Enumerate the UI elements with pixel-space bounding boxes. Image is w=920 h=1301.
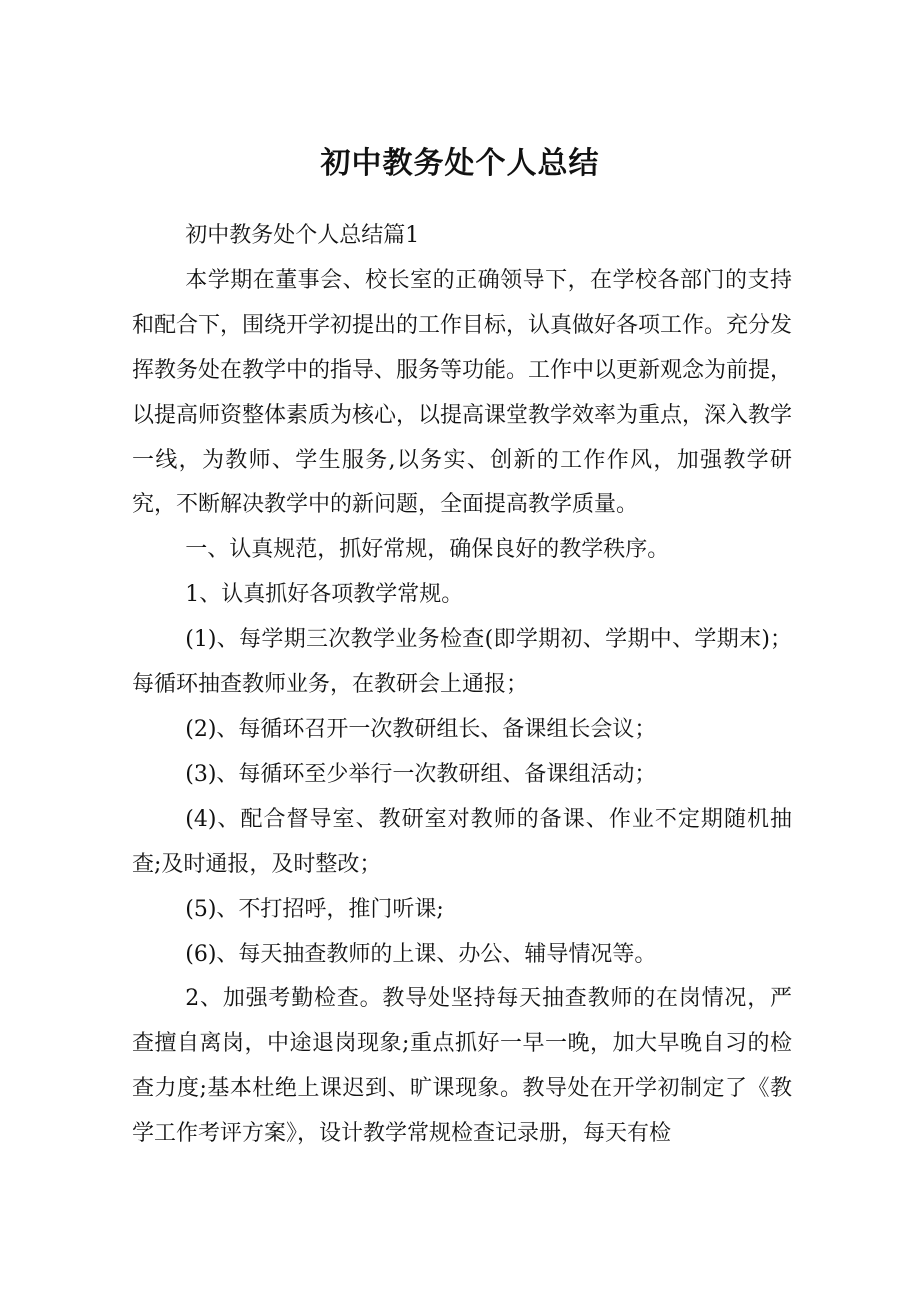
paragraph-subitem-3: (3)、每循环至少举行一次教研组、备课组活动；: [185, 761, 657, 787]
section-heading: 初中教务处个人总结篇1: [185, 223, 420, 248]
paragraph-subitem-2: (2)、每循环召开一次教研组长、备课组长会议；: [185, 716, 657, 742]
paragraph-subitem-6: (6)、每天抽查教师的上课、办公、辅导情况等。: [185, 941, 657, 967]
document-body: [132, 214, 792, 1157]
paragraph-intro: 本学期在董事会、校长室的正确领导下，在学校各部门的支持和配合下，围绕开学初提出的工作目标，认真做好各项工作。充分发挥教务处在教学中的指导、服务等功能。工作中以更新观念为前提，以提高师资整体素质为核心，以提高课堂教学效率为重点，深入教学一线，为教师、学生服务,以务实、创新的工作作风，加强教学研究，不断解决教学中的新问题，全面提高教学质量。: [132, 267, 793, 518]
paragraph-part-one-heading: 一、认真规范，抓好常规，确保良好的教学秩序。: [185, 537, 670, 563]
paragraph-subitem-5: (5)、不打招呼，推门听课;: [185, 896, 444, 922]
paragraph-subitem-4: (4)、配合督导室、教研室对教师的备课、作业不定期随机抽查;及时通报，及时整改；: [132, 806, 792, 877]
paragraph-item-1: 1、认真抓好各项教学常规。: [185, 582, 464, 608]
page-title: 初中教务处个人总结: [320, 146, 600, 182]
paragraph-item-2: 2、加强考勤检查。教导处坚持每天抽查教师的在岗情况，严查擅自离岗，中途退岗现象;重点抓好一早一晚，加大早晚自习的检查力度;基本杜绝上课迟到、旷课现象。教导处在开学初制定了《教学工作考评方案》，设计教学常规检查记录册，每天有检: [132, 986, 792, 1147]
paragraph-subitem-1: (1)、每学期三次教学业务检查(即学期初、学期中、学期末)；每循环抽查教师业务，在教研会上通报；: [132, 627, 792, 698]
